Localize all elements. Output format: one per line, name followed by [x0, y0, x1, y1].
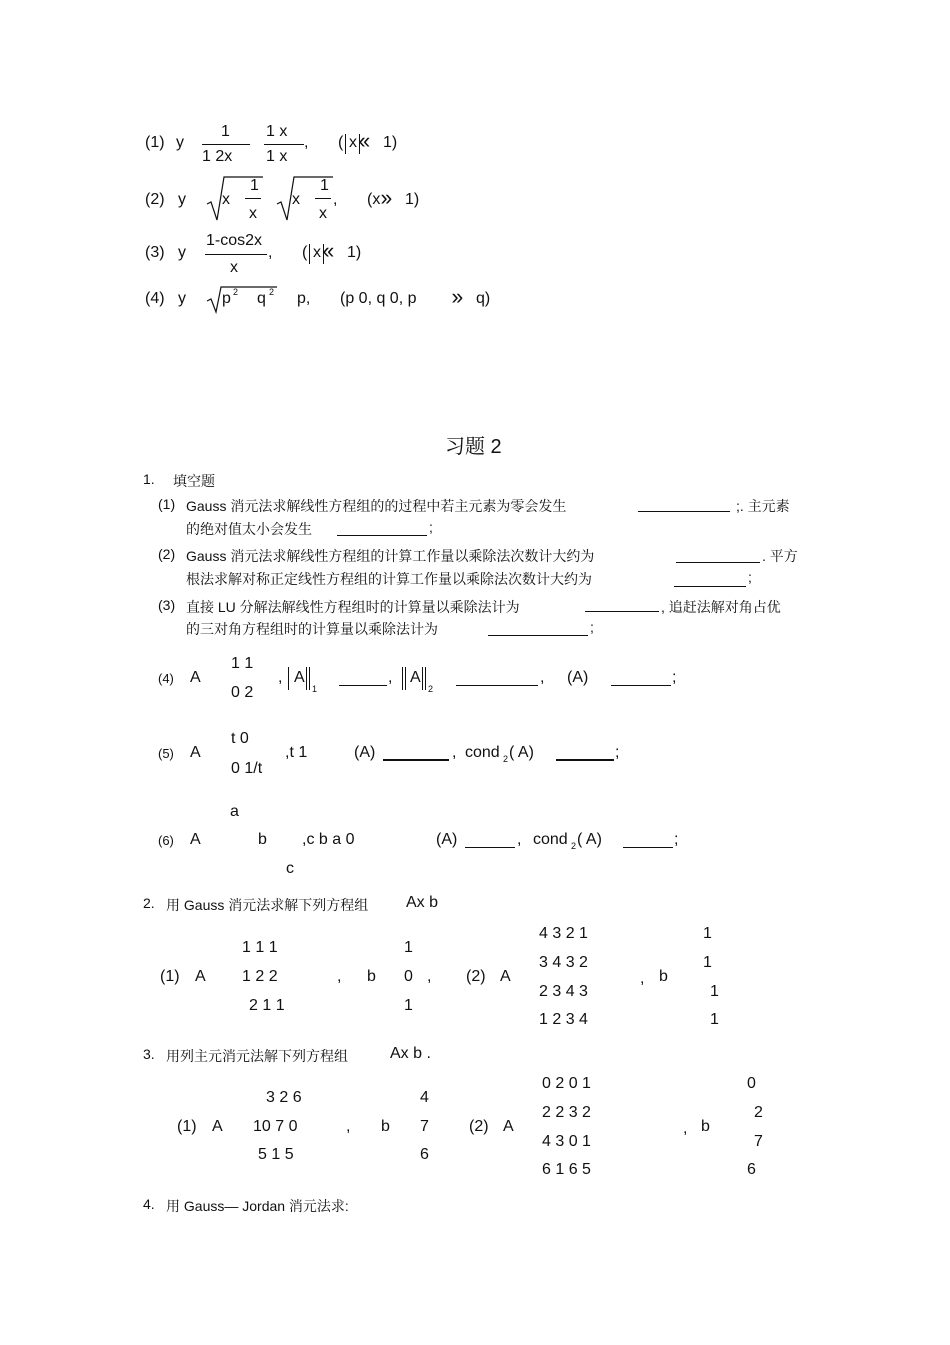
- formula-label: (1): [145, 134, 165, 151]
- sqrt-symbol: [206, 284, 278, 314]
- matrix-name: A: [190, 744, 201, 761]
- answer-blank[interactable]: [465, 847, 515, 848]
- question-text: 用 Gauss 消元法求解下列方程组: [166, 897, 369, 913]
- spectral-radius: (A): [567, 669, 589, 686]
- vector-name: b: [367, 968, 376, 985]
- fraction-denominator: 1 2x: [202, 148, 233, 165]
- diagonal-entry: b: [258, 831, 267, 848]
- condition-open: (: [338, 134, 344, 151]
- section-title: 习题 2: [445, 436, 502, 458]
- question-number: 3.: [143, 1046, 155, 1062]
- norm-bar: [309, 667, 310, 690]
- matrix-row: 0 2: [231, 684, 254, 701]
- sqrt-term: p: [222, 290, 231, 307]
- fraction-denominator: x: [249, 205, 257, 222]
- vector-entry: 1: [404, 939, 413, 956]
- norm-bar: [306, 667, 307, 690]
- answer-blank[interactable]: [623, 847, 673, 848]
- matrix-row: 2 3 4 3: [539, 983, 588, 1000]
- vector-entry: 4: [420, 1089, 429, 1106]
- answer-blank[interactable]: [611, 685, 671, 686]
- formula-var: y: [178, 244, 186, 261]
- comma: ,: [304, 134, 309, 151]
- matrix-row: 3 2 6: [266, 1089, 302, 1106]
- formula-var: y: [176, 134, 184, 151]
- question-text: 用列主元消元法解下列方程组: [166, 1048, 348, 1064]
- answer-blank[interactable]: [585, 611, 659, 612]
- answer-blank[interactable]: [676, 562, 760, 563]
- comma: ,: [452, 744, 457, 761]
- answer-blank[interactable]: [383, 759, 449, 761]
- diagonal-entry: a: [230, 803, 239, 820]
- matrix-row: 3 4 3 2: [539, 954, 588, 971]
- abs-bar: [323, 244, 324, 264]
- subquestion-label: (1): [158, 496, 176, 512]
- fraction-bar: [205, 254, 267, 255]
- comma: ,: [337, 968, 342, 985]
- norm-bar: [425, 667, 426, 690]
- vector-name: b: [381, 1118, 390, 1135]
- question-number: 1.: [143, 471, 155, 487]
- matrix-row: 1 1 1: [242, 939, 278, 956]
- problem-label: (1): [177, 1118, 197, 1135]
- comma: ,: [346, 1118, 351, 1135]
- answer-blank[interactable]: [337, 535, 427, 536]
- problem-label: (1): [160, 968, 180, 985]
- condition-var: x: [349, 134, 357, 151]
- norm-bar: [402, 667, 403, 690]
- abs-bar: [309, 244, 310, 264]
- condition-number: cond: [465, 744, 500, 761]
- problem-label: (2): [466, 968, 486, 985]
- vector-entry: 7: [420, 1118, 429, 1135]
- subscript: 2: [428, 684, 434, 694]
- condition: (p 0, q 0, p: [340, 290, 417, 307]
- subquestion-label: (6): [158, 833, 174, 848]
- matrix-name: A: [503, 1118, 514, 1135]
- answer-blank[interactable]: [638, 511, 730, 512]
- spectral-radius: (A): [354, 744, 376, 761]
- matrix-row: 4 3 0 1: [542, 1133, 591, 1150]
- condition: ,c b a 0: [302, 831, 355, 848]
- fraction-numerator: 1: [250, 177, 259, 194]
- comma: ,: [268, 244, 273, 261]
- vector-entry: 1: [703, 925, 712, 942]
- subquestion-label: (3): [158, 597, 176, 613]
- matrix-row: 10 7 0: [253, 1118, 298, 1135]
- matrix-row: 0 1/t: [231, 760, 263, 777]
- subquestion-text: , 追赶法解对角占优: [661, 599, 781, 615]
- question-title: 填空题: [173, 473, 215, 489]
- condition-open: (: [302, 244, 308, 261]
- formula-var: y: [178, 290, 186, 307]
- vector-name: b: [701, 1118, 710, 1135]
- subquestion-text: 的三对角方程组时的计算量以乘除法计为: [186, 621, 438, 637]
- matrix-row: 2 1 1: [249, 997, 285, 1014]
- subquestion-text: 直接 LU 分解法解线性方程组时的计算量以乘除法计为: [186, 599, 520, 615]
- equation: Ax b: [406, 894, 439, 911]
- matrix-row: 1 2 3 4: [539, 1011, 588, 1028]
- answer-blank[interactable]: [556, 759, 614, 761]
- vector-entry: 2: [754, 1104, 763, 1121]
- subquestion-text: . 平方: [762, 548, 798, 564]
- answer-blank[interactable]: [674, 586, 746, 587]
- matrix-row: 0 2 0 1: [542, 1075, 591, 1092]
- norm-bar: [405, 667, 406, 690]
- line-end: ;: [615, 744, 620, 761]
- condition-close: q): [476, 290, 491, 307]
- fraction-numerator: 1 x: [266, 123, 288, 140]
- answer-blank[interactable]: [456, 685, 538, 686]
- vector-entry: 6: [420, 1146, 429, 1163]
- vector-entry: 1: [710, 1011, 719, 1028]
- comma: ,: [427, 968, 432, 985]
- exponent: 2: [269, 287, 275, 297]
- fraction-bar: [264, 144, 304, 145]
- matrix-name: A: [212, 1118, 223, 1135]
- matrix-name: A: [195, 968, 206, 985]
- vector-entry: 6: [747, 1161, 756, 1178]
- condition-number: cond: [533, 831, 568, 848]
- vector-entry: 0: [404, 968, 413, 985]
- matrix-name: A: [500, 968, 511, 985]
- comma: ,: [333, 191, 338, 208]
- subscript: 2: [503, 754, 509, 764]
- norm-arg: A: [294, 669, 305, 686]
- fraction-numerator: 1: [320, 177, 329, 194]
- subquestion-label: (2): [158, 546, 176, 562]
- subquestion-text: Gauss 消元法求解线性方程组的计算工作量以乘除法次数计大约为: [186, 548, 595, 564]
- matrix-row: t 0: [231, 730, 249, 747]
- abs-bar: [345, 134, 346, 154]
- fraction-numerator: 1-cos2x: [206, 232, 263, 249]
- matrix-row: 2 2 3 2: [542, 1104, 591, 1121]
- condition-close: 1): [383, 134, 398, 151]
- formula-label: (3): [145, 244, 165, 261]
- comma: ,: [388, 669, 393, 686]
- formula-label: (4): [145, 290, 165, 307]
- condition-close: 1): [405, 191, 420, 208]
- formula-var: y: [178, 191, 186, 208]
- matrix-name: A: [190, 831, 201, 848]
- norm-arg: A: [410, 669, 421, 686]
- vector-entry: 0: [747, 1075, 756, 1092]
- question-number: 2.: [143, 895, 155, 911]
- subscript: 1: [312, 684, 318, 694]
- subquestion-label: (5): [158, 746, 174, 761]
- matrix-row: 5 1 5: [258, 1146, 294, 1163]
- norm-bar: [288, 667, 289, 690]
- line-end: ;: [674, 831, 679, 848]
- condition: ,t 1: [285, 744, 308, 761]
- problem-label: (2): [469, 1118, 489, 1135]
- comma: ,: [683, 1120, 688, 1137]
- vector-entry: 7: [754, 1133, 763, 1150]
- matrix-row: 4 3 2 1: [539, 925, 588, 942]
- comma: ,: [517, 831, 522, 848]
- comma: ,: [278, 669, 283, 686]
- condition-number-arg: ( A): [577, 831, 602, 848]
- subquestion-text: ;: [429, 519, 433, 535]
- diagonal-entry: c: [286, 860, 294, 877]
- sqrt-term: x: [292, 191, 300, 208]
- answer-blank[interactable]: [339, 685, 387, 686]
- question-text: 用 Gauss— Jordan 消元法求:: [166, 1198, 349, 1214]
- fraction-denominator: x: [230, 259, 238, 276]
- spectral-radius: (A): [436, 831, 458, 848]
- subscript: 2: [571, 841, 577, 851]
- matrix-row: 1 1: [231, 655, 254, 672]
- fraction-bar: [315, 198, 331, 199]
- vector-name: b: [659, 968, 668, 985]
- formula-label: (2): [145, 191, 165, 208]
- matrix-name: A: [190, 669, 201, 686]
- condition-open: (x: [367, 191, 381, 208]
- sqrt-term: q: [257, 290, 266, 307]
- condition-var: x: [313, 244, 321, 261]
- sqrt-term: x: [222, 191, 230, 208]
- vector-entry: 1: [703, 954, 712, 971]
- subquestion-text: ;: [590, 619, 594, 635]
- subquestion-text: 的绝对值太小会发生: [186, 521, 312, 537]
- equation: Ax b .: [390, 1045, 431, 1062]
- condition-number-arg: ( A): [509, 744, 534, 761]
- line-end: ;: [672, 669, 677, 686]
- vector-entry: 1: [710, 983, 719, 1000]
- answer-blank[interactable]: [488, 635, 588, 636]
- formula-term: p,: [297, 290, 311, 307]
- fraction-bar: [202, 144, 250, 145]
- subquestion-text: ;. 主元素: [736, 498, 790, 514]
- abs-bar: [359, 134, 360, 154]
- fraction-denominator: x: [319, 205, 327, 222]
- fraction-numerator: 1: [221, 123, 230, 140]
- norm-bar: [422, 667, 423, 690]
- matrix-row: 6 1 6 5: [542, 1161, 591, 1178]
- fraction-bar: [245, 198, 261, 199]
- matrix-row: 1 2 2: [242, 968, 278, 985]
- comma: ,: [640, 970, 645, 987]
- subquestion-text: Gauss 消元法求解线性方程组的的过程中若主元素为零会发生: [186, 498, 567, 514]
- subquestion-text: 根法求解对称正定线性方程组的计算工作量以乘除法次数计大约为: [186, 571, 592, 587]
- question-number: 4.: [143, 1196, 155, 1212]
- exponent: 2: [233, 287, 239, 297]
- vector-entry: 1: [404, 997, 413, 1014]
- subquestion-text: ;: [748, 569, 752, 585]
- comma: ,: [540, 669, 545, 686]
- condition-close: 1): [347, 244, 362, 261]
- subquestion-label: (4): [158, 671, 174, 686]
- fraction-denominator: 1 x: [266, 148, 288, 165]
